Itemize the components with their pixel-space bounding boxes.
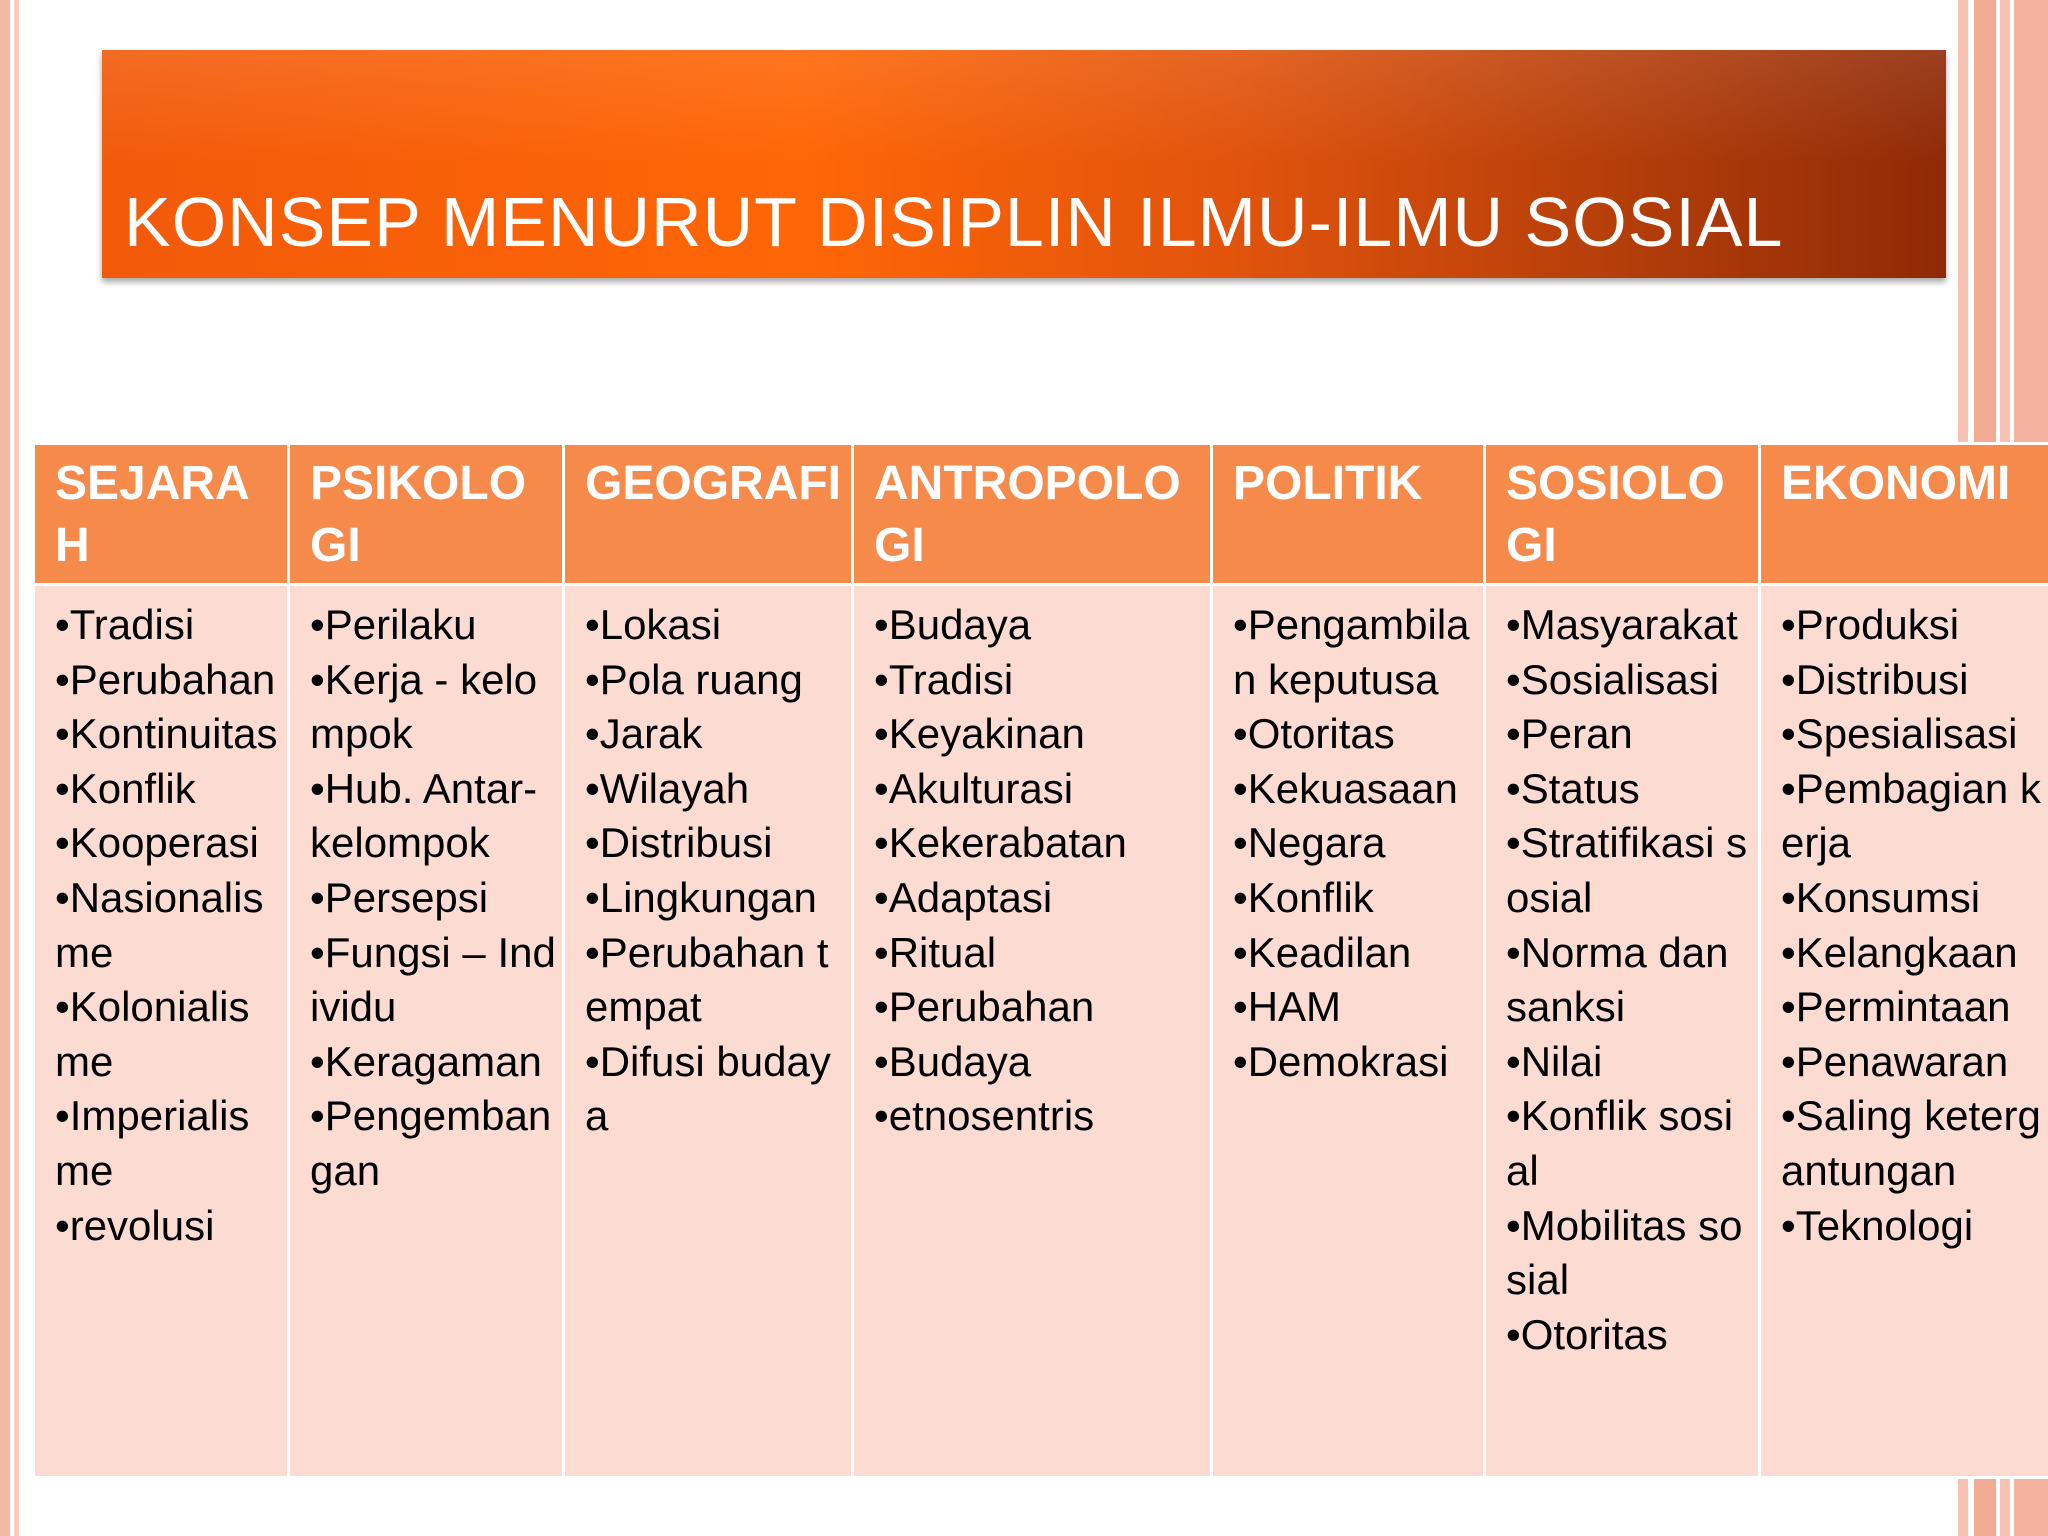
list-item: •Difusi budaya — [585, 1037, 831, 1140]
list-item: •Nilai — [1506, 1037, 1603, 1085]
list-item: •etnosentris — [874, 1092, 1095, 1140]
list-item: •Produksi — [1781, 601, 1960, 648]
list-item: •Lokasi — [585, 601, 722, 648]
list-item: •Penawaran — [1781, 1037, 2009, 1085]
cell-geografi — [565, 586, 851, 1476]
list-item: •Perubahan tempat — [585, 928, 829, 1031]
slide-title: KONSEP MENURUT DISIPLIN ILMU-ILMU SOSIAL — [124, 183, 1784, 261]
list-item: •Stratifikasi sosial — [1506, 819, 1748, 921]
list-item: •Permintaan — [1781, 983, 2011, 1031]
list-item: •Ritual — [874, 928, 997, 976]
cell-politik — [1213, 586, 1483, 1476]
list-item: •Pengembangan — [310, 1092, 552, 1194]
list-item: •Otoritas — [1233, 710, 1395, 758]
list-item: •Kerja - kelompok — [310, 655, 538, 758]
list-item: •Wilayah — [585, 764, 750, 812]
list-item: •Keragaman — [310, 1037, 542, 1085]
list-item: •Hub. Antar-kelompok — [310, 764, 538, 867]
list-item: •Kekuasaan — [1233, 764, 1458, 812]
list-item: •Fungsi – Individu — [310, 928, 556, 1031]
list-item: •Nasionalisme — [55, 873, 264, 976]
list-item: •Jarak — [585, 710, 703, 758]
list-item: •Masyarakat — [1506, 601, 1738, 648]
list-item: •Persepsi — [310, 873, 489, 921]
list-item: •Pola ruang — [585, 655, 803, 703]
list-item: •Spesialisasi — [1781, 710, 2018, 758]
cell-antropologi — [854, 586, 1210, 1476]
cell-psikologi — [290, 586, 562, 1476]
list-item: •Negara — [1233, 819, 1386, 867]
list-item: •Otoritas — [1506, 1310, 1668, 1358]
list-item: •Pembagian kerja — [1781, 764, 2041, 867]
list-item: •revolusi — [55, 1201, 215, 1249]
list-item: •Adaptasi — [874, 873, 1053, 921]
list-item: •Budaya — [874, 1037, 1032, 1085]
list-item: •Perilaku — [310, 601, 477, 648]
list-item: •Lingkungan — [585, 873, 817, 921]
list-item: •Kooperasi — [55, 819, 259, 867]
list-item: •Kolonialisme — [55, 983, 250, 1085]
list-item: •Teknologi — [1781, 1201, 1974, 1249]
content-row — [35, 586, 2048, 1476]
list-item: •Konsumsi — [1781, 873, 1981, 921]
list-item: •Distribusi — [585, 819, 773, 867]
header-sejarah: SEJARAH — [35, 445, 287, 583]
list-item: •Sosialisasi — [1506, 655, 1720, 703]
list-item: •Imperialisme — [55, 1092, 250, 1194]
header-sosiologi: SOSIOLOGI — [1486, 445, 1758, 583]
list-item: •Peran — [1506, 710, 1633, 758]
concept-table — [32, 442, 2048, 1479]
cell-sejarah — [35, 586, 287, 1476]
left-decor-stripe-thin — [14, 0, 19, 1536]
left-decor-stripe — [0, 0, 10, 1536]
list-item: •Distribusi — [1781, 655, 1969, 703]
list-item: •HAM — [1233, 983, 1342, 1031]
list-item: •Perubahan — [874, 983, 1095, 1031]
list-item: •Norma dan sanksi — [1506, 928, 1729, 1031]
list-item: •Konflik — [55, 764, 196, 812]
list-item: •Saling ketergantungan — [1781, 1092, 2041, 1194]
list-item: •Konflik — [1233, 873, 1374, 921]
list-item: •Status — [1506, 764, 1640, 812]
list-item: •Mobilitas sosial — [1506, 1201, 1743, 1304]
list-item: •Tradisi — [55, 601, 195, 648]
header-politik: POLITIK — [1213, 445, 1483, 583]
list-item: •Akulturasi — [874, 764, 1074, 812]
list-item: •Perubahan — [55, 655, 276, 703]
list-item: •Tradisi — [874, 655, 1014, 703]
list-item: •Keadilan — [1233, 928, 1412, 976]
header-ekonomi: EKONOMI — [1761, 445, 2048, 583]
list-item: •Demokrasi — [1233, 1037, 1449, 1085]
list-item: •Kontinuitas — [55, 710, 278, 758]
title-banner — [102, 50, 1946, 278]
list-item: •Pengambilan keputusa — [1233, 601, 1470, 703]
header-psikologi: PSIKOLOGI — [290, 445, 562, 583]
header-antropologi: ANTROPOLOGI — [854, 445, 1210, 583]
header-row — [35, 445, 2048, 583]
list-item: •Konflik sosial — [1506, 1092, 1734, 1194]
list-item: •Kekerabatan — [874, 819, 1127, 867]
cell-ekonomi — [1761, 586, 2048, 1476]
list-item: •Kelangkaan — [1781, 928, 2018, 976]
list-item: •Budaya — [874, 601, 1032, 648]
list-item: •Keyakinan — [874, 710, 1085, 758]
header-geografi: GEOGRAFI — [565, 445, 851, 583]
cell-sosiologi — [1486, 586, 1758, 1476]
